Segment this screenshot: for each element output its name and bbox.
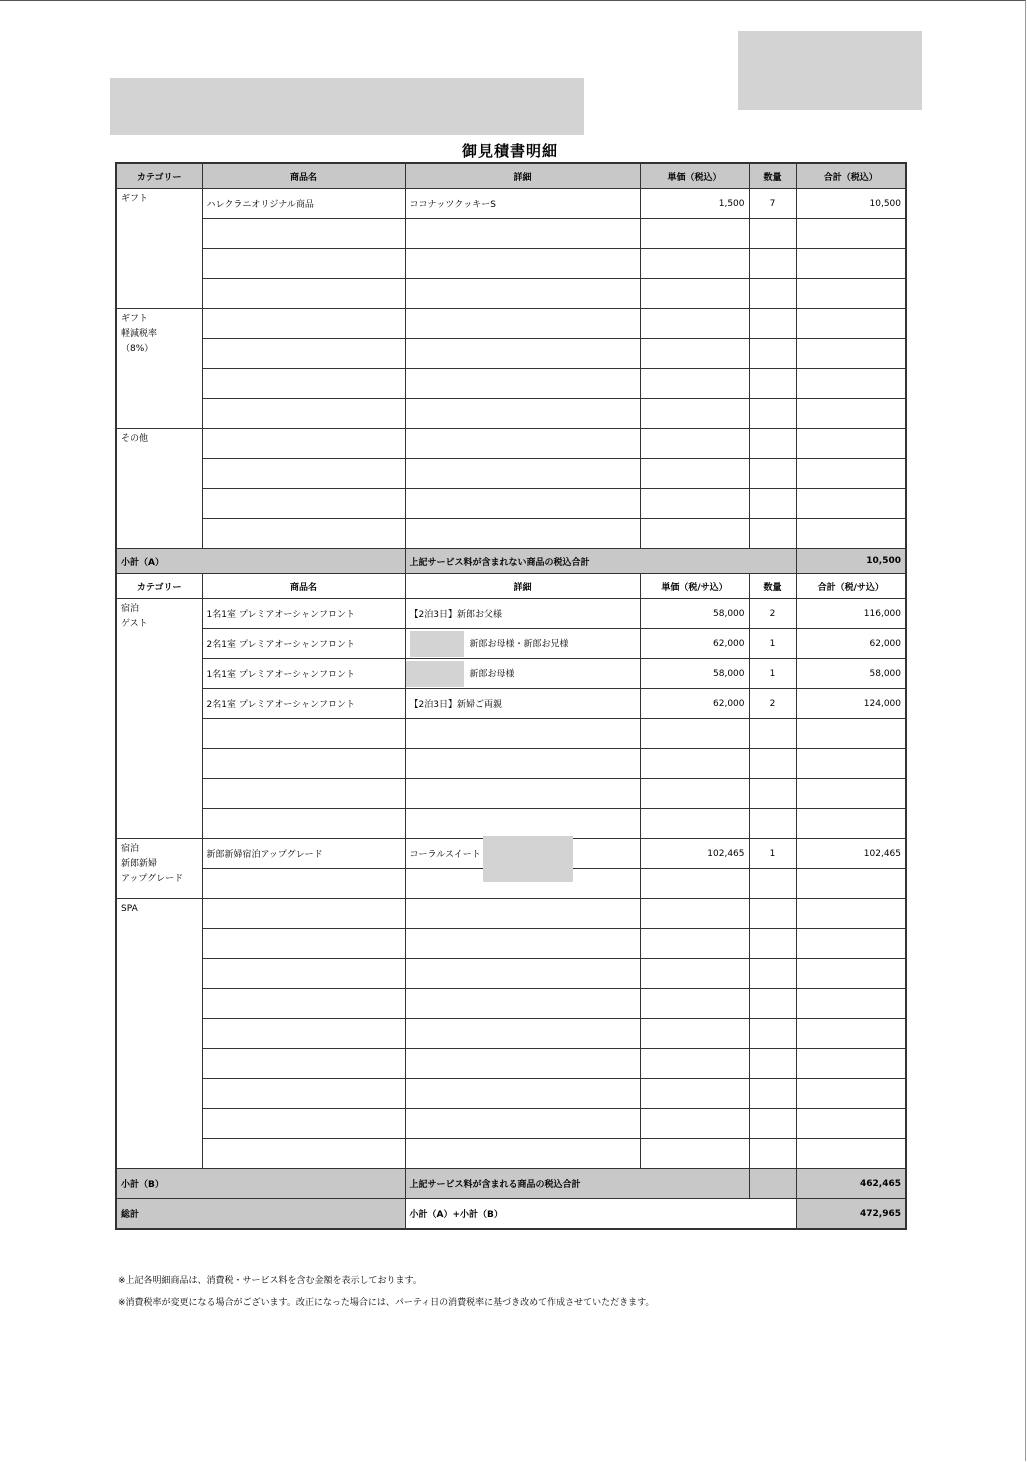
table-row: [116, 219, 906, 249]
qty-cell: 1: [749, 839, 796, 869]
header-qty: 数量: [749, 574, 796, 599]
category-spa: SPA: [116, 899, 202, 1169]
note-line-2: ※消費税率が変更になる場合がございます。改正になった場合には、パーティ日の消費税率に基づき改めて作成させていただきます。: [118, 1298, 655, 1308]
detail-cell: [405, 659, 640, 689]
detail-text: 新郎お母様: [469, 669, 515, 679]
table-row: [116, 659, 906, 689]
table-row: [116, 309, 906, 339]
header-detail: 詳細: [405, 574, 640, 599]
category-stay-upgrade: [116, 839, 202, 899]
subtotal-b-row: [116, 1169, 906, 1199]
header-unit-price: 単価（税/サ込）: [640, 574, 749, 599]
table-row: [116, 809, 906, 839]
table-row: [116, 599, 906, 629]
table-row: [116, 929, 906, 959]
product-cell: 新郎新婦宿泊アップグレード: [202, 839, 405, 869]
category-label: 宿泊 ゲスト: [121, 604, 148, 629]
total-cell: 10,500: [796, 189, 906, 219]
unit-price-cell: 1,500: [640, 189, 749, 219]
category-label: 宿泊 新郎新婦 アップグレード: [121, 844, 184, 884]
subtotal-b-desc: 上記サービス料が含まれる商品の税込合計: [405, 1169, 749, 1199]
table-row: [116, 959, 906, 989]
detail-cell: 【2泊3日】新郎お父様: [405, 599, 640, 629]
note-line-1: ※上記各明細商品は、消費税・サービス料を含む金額を表示しております。: [118, 1276, 422, 1286]
grand-total-row: [116, 1199, 906, 1230]
redacted-room-detail: [483, 836, 573, 882]
detail-cell: [405, 629, 640, 659]
table-row: [116, 719, 906, 749]
product-cell: 1名1室 プレミアオーシャンフロント: [202, 599, 405, 629]
table-row: [116, 839, 906, 869]
subtotal-a-desc: 上記サービス料が含まれない商品の税込合計: [405, 549, 796, 574]
product-cell: ハレクラニオリジナル商品: [202, 189, 405, 219]
header-product: 商品名: [202, 574, 405, 599]
product-cell: 2名1室 プレミアオーシャンフロント: [202, 689, 405, 719]
detail-cell: 【2泊3日】新婦ご両親: [405, 689, 640, 719]
detail-cell: [405, 839, 640, 869]
header-row-b: [116, 574, 906, 599]
header-product: 商品名: [202, 163, 405, 189]
unit-price-cell: 62,000: [640, 689, 749, 719]
table-row: [116, 1079, 906, 1109]
table-row: [116, 249, 906, 279]
subtotal-a-row: [116, 549, 906, 574]
table-row: [116, 339, 906, 369]
subtotal-b-label: 小計（B）: [116, 1169, 405, 1199]
total-cell: 124,000: [796, 689, 906, 719]
table-row: [116, 489, 906, 519]
header-unit-price: 単価（税込）: [640, 163, 749, 189]
table-row: [116, 429, 906, 459]
table-row: [116, 779, 906, 809]
table-row: [116, 749, 906, 779]
qty-cell: 2: [749, 599, 796, 629]
qty-cell: 1: [749, 629, 796, 659]
grand-total-desc: 小計（A）+小計（B）: [405, 1199, 796, 1230]
table-row: [116, 1019, 906, 1049]
total-cell: 102,465: [796, 839, 906, 869]
table-row: [116, 369, 906, 399]
detail-text: コーラルスイート: [409, 850, 481, 860]
total-cell: 58,000: [796, 659, 906, 689]
qty-cell: 1: [749, 659, 796, 689]
qty-cell: 2: [749, 689, 796, 719]
redacted-logo-block: [738, 31, 922, 110]
subtotal-b-value: 462,465: [796, 1169, 906, 1199]
unit-price-cell: 62,000: [640, 629, 749, 659]
subtotal-b-blank: [749, 1169, 796, 1199]
product-cell: 1名1室 プレミアオーシャンフロント: [202, 659, 405, 689]
redacted-name: [410, 631, 464, 657]
subtotal-a-value: 10,500: [796, 549, 906, 574]
unit-price-cell: 58,000: [640, 659, 749, 689]
detail-text: 新郎お母様・新郎お兄様: [469, 639, 569, 649]
table-row: [116, 989, 906, 1019]
category-label: ギフト 軽減税率 （8%）: [121, 314, 158, 354]
category-stay-guest: [116, 599, 202, 839]
grand-total-value: 472,965: [796, 1199, 906, 1230]
category-other: その他: [116, 429, 202, 549]
total-cell: 116,000: [796, 599, 906, 629]
document-title: 御見積書明細: [461, 142, 558, 160]
table-row: [116, 1139, 906, 1169]
header-detail: 詳細: [405, 163, 640, 189]
table-row: [116, 459, 906, 489]
table-row: [116, 189, 906, 219]
header-total: 合計（税/サ込）: [796, 574, 906, 599]
redacted-name: [405, 661, 464, 687]
unit-price-cell: 102,465: [640, 839, 749, 869]
header-category: カテゴリー: [116, 163, 202, 189]
category-gift: ギフト: [116, 189, 202, 309]
table-row: [116, 399, 906, 429]
table-row: [116, 279, 906, 309]
grand-total-label: 総計: [116, 1199, 405, 1230]
header-total: 合計（税込）: [796, 163, 906, 189]
qty-cell: 7: [749, 189, 796, 219]
header-row-a: [116, 163, 906, 189]
header-category: カテゴリー: [116, 574, 202, 599]
redacted-header-block: [110, 78, 584, 135]
table-row: [116, 1049, 906, 1079]
table-row: [116, 899, 906, 929]
table-row: [116, 1109, 906, 1139]
total-cell: 62,000: [796, 629, 906, 659]
table-row: [116, 519, 906, 549]
category-gift-reduced: [116, 309, 202, 429]
table-row: [116, 689, 906, 719]
product-cell: 2名1室 プレミアオーシャンフロント: [202, 629, 405, 659]
unit-price-cell: 58,000: [640, 599, 749, 629]
subtotal-a-label: 小計（A）: [116, 549, 405, 574]
table-row: [116, 629, 906, 659]
estimate-table: [115, 162, 907, 1230]
notes: [118, 1270, 654, 1314]
header-qty: 数量: [749, 163, 796, 189]
detail-cell: ココナッツクッキーS: [405, 189, 640, 219]
